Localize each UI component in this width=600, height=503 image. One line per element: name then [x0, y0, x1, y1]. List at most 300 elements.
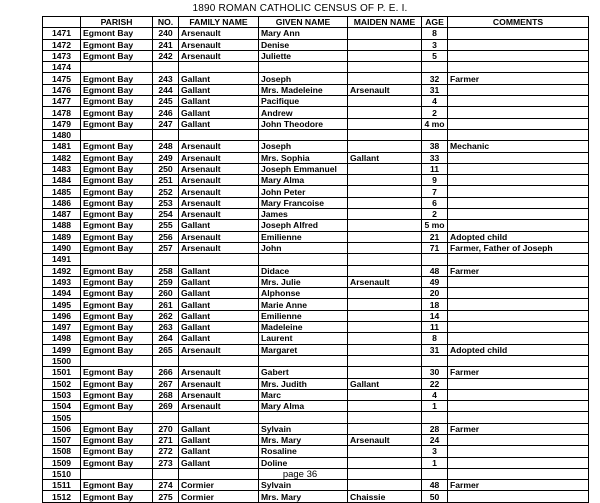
family-name-cell: Gallant [179, 118, 259, 129]
row-number: 1496 [43, 310, 81, 321]
table-row [43, 322, 589, 333]
maiden-name-cell [348, 389, 422, 400]
given-name-cell: Mary Francoise [259, 197, 348, 208]
maiden-name-cell: Arsenault [348, 276, 422, 287]
comments-cell: Mechanic [448, 141, 589, 152]
maiden-name-cell [348, 446, 422, 457]
number-cell: 242 [153, 50, 179, 61]
maiden-name-cell [348, 73, 422, 84]
number-cell: 250 [153, 163, 179, 174]
comments-cell [448, 412, 589, 423]
table-row [43, 163, 589, 174]
row-number: 1493 [43, 276, 81, 287]
table-row [43, 197, 589, 208]
maiden-name-cell [348, 220, 422, 231]
maiden-name-cell [348, 107, 422, 118]
comments-cell [448, 288, 589, 299]
number-cell [153, 355, 179, 366]
table-row [43, 28, 589, 39]
number-cell: 271 [153, 434, 179, 445]
row-number: 1492 [43, 265, 81, 276]
family-name-cell: Gallant [179, 96, 259, 107]
comments-cell [448, 152, 589, 163]
parish-cell: Egmont Bay [81, 344, 153, 355]
comments-cell: Farmer [448, 423, 589, 434]
parish-cell: Egmont Bay [81, 389, 153, 400]
comments-cell [448, 333, 589, 344]
comments-cell [448, 186, 589, 197]
row-number: 1472 [43, 39, 81, 50]
age-cell: 4 [422, 389, 448, 400]
table-row [43, 50, 589, 61]
row-number: 1510 [43, 468, 81, 479]
number-cell: 269 [153, 401, 179, 412]
row-number: 1501 [43, 367, 81, 378]
number-cell [153, 62, 179, 73]
table-row [43, 355, 589, 366]
table-row [43, 367, 589, 378]
age-cell: 4 mo [422, 118, 448, 129]
number-cell: 254 [153, 209, 179, 220]
number-cell [153, 412, 179, 423]
maiden-name-cell [348, 344, 422, 355]
header-maiden-name: MAIDEN NAME [348, 17, 422, 28]
maiden-name-cell [348, 333, 422, 344]
comments-cell [448, 322, 589, 333]
age-cell: 2 [422, 209, 448, 220]
family-name-cell: Cormier [179, 480, 259, 491]
given-name-cell: Mary Ann [259, 28, 348, 39]
given-name-cell: Juliette [259, 50, 348, 61]
maiden-name-cell [348, 288, 422, 299]
parish-cell [81, 129, 153, 140]
parish-cell: Egmont Bay [81, 163, 153, 174]
number-cell: 260 [153, 288, 179, 299]
row-number: 1488 [43, 220, 81, 231]
number-cell: 264 [153, 333, 179, 344]
maiden-name-cell [348, 310, 422, 321]
number-cell: 253 [153, 197, 179, 208]
comments-cell: Farmer [448, 367, 589, 378]
age-cell: 2 [422, 107, 448, 118]
maiden-name-cell [348, 163, 422, 174]
given-name-cell: Joseph Alfred [259, 220, 348, 231]
parish-cell: Egmont Bay [81, 288, 153, 299]
given-name-cell [259, 62, 348, 73]
age-cell: 1 [422, 457, 448, 468]
number-cell: 273 [153, 457, 179, 468]
age-cell: 48 [422, 480, 448, 491]
number-cell: 256 [153, 231, 179, 242]
family-name-cell: Gallant [179, 276, 259, 287]
comments-cell [448, 129, 589, 140]
comments-cell [448, 310, 589, 321]
table-row [43, 401, 589, 412]
comments-cell [448, 299, 589, 310]
parish-cell: Egmont Bay [81, 118, 153, 129]
table-row [43, 491, 589, 502]
maiden-name-cell: Gallant [348, 378, 422, 389]
given-name-cell [259, 129, 348, 140]
number-cell: 268 [153, 389, 179, 400]
maiden-name-cell [348, 62, 422, 73]
comments-cell [448, 84, 589, 95]
number-cell: 257 [153, 242, 179, 253]
maiden-name-cell [348, 141, 422, 152]
age-cell: 5 mo [422, 220, 448, 231]
row-number: 1495 [43, 299, 81, 310]
number-cell: 267 [153, 378, 179, 389]
age-cell [422, 355, 448, 366]
number-cell: 262 [153, 310, 179, 321]
row-number: 1482 [43, 152, 81, 163]
comments-cell [448, 96, 589, 107]
family-name-cell: Arsenault [179, 39, 259, 50]
number-cell: 241 [153, 39, 179, 50]
header-age: AGE [422, 17, 448, 28]
given-name-cell: Mrs. Mary [259, 491, 348, 502]
age-cell: 14 [422, 310, 448, 321]
table-row [43, 152, 589, 163]
given-name-cell: Emilienne [259, 231, 348, 242]
given-name-cell: Laurent [259, 333, 348, 344]
comments-cell [448, 401, 589, 412]
row-number: 1473 [43, 50, 81, 61]
table-row [43, 265, 589, 276]
row-number: 1506 [43, 423, 81, 434]
family-name-cell: Arsenault [179, 28, 259, 39]
age-cell: 4 [422, 96, 448, 107]
table-row [43, 299, 589, 310]
row-number: 1507 [43, 434, 81, 445]
maiden-name-cell [348, 197, 422, 208]
age-cell: 1 [422, 401, 448, 412]
number-cell: 245 [153, 96, 179, 107]
parish-cell [81, 412, 153, 423]
row-number: 1471 [43, 28, 81, 39]
number-cell: 248 [153, 141, 179, 152]
comments-cell: Farmer [448, 480, 589, 491]
row-number: 1475 [43, 73, 81, 84]
number-cell: 265 [153, 344, 179, 355]
number-cell: 247 [153, 118, 179, 129]
row-number: 1502 [43, 378, 81, 389]
table-row [43, 333, 589, 344]
family-name-cell: Gallant [179, 265, 259, 276]
family-name-cell: Gallant [179, 446, 259, 457]
given-name-cell: Marie Anne [259, 299, 348, 310]
age-cell: 33 [422, 152, 448, 163]
family-name-cell: Gallant [179, 322, 259, 333]
row-number: 1477 [43, 96, 81, 107]
number-cell: 259 [153, 276, 179, 287]
given-name-cell: Emilienne [259, 310, 348, 321]
maiden-name-cell: Arsenault [348, 434, 422, 445]
given-name-cell: Sylvain [259, 423, 348, 434]
table-row [43, 434, 589, 445]
family-name-cell: Arsenault [179, 367, 259, 378]
age-cell: 11 [422, 163, 448, 174]
comments-cell [448, 62, 589, 73]
row-number: 1504 [43, 401, 81, 412]
maiden-name-cell [348, 355, 422, 366]
family-name-cell: Arsenault [179, 152, 259, 163]
comments-cell: Farmer [448, 265, 589, 276]
given-name-cell: Marc [259, 389, 348, 400]
family-name-cell [179, 129, 259, 140]
family-name-cell: Gallant [179, 333, 259, 344]
table-row [43, 209, 589, 220]
age-cell: 6 [422, 197, 448, 208]
given-name-cell: Madeleine [259, 322, 348, 333]
age-cell: 3 [422, 446, 448, 457]
family-name-cell: Gallant [179, 310, 259, 321]
row-number: 1490 [43, 242, 81, 253]
comments-cell [448, 446, 589, 457]
table-row [43, 446, 589, 457]
maiden-name-cell [348, 50, 422, 61]
page-number: page 36 [282, 469, 318, 480]
table-row [43, 231, 589, 242]
parish-cell: Egmont Bay [81, 39, 153, 50]
table-row [43, 412, 589, 423]
comments-cell [448, 107, 589, 118]
row-number: 1498 [43, 333, 81, 344]
number-cell: 244 [153, 84, 179, 95]
table-row [43, 254, 589, 265]
age-cell: 3 [422, 39, 448, 50]
family-name-cell [179, 254, 259, 265]
row-number: 1491 [43, 254, 81, 265]
comments-cell [448, 355, 589, 366]
maiden-name-cell [348, 412, 422, 423]
table-row [43, 480, 589, 491]
age-cell: 31 [422, 344, 448, 355]
family-name-cell: Arsenault [179, 141, 259, 152]
row-number: 1485 [43, 186, 81, 197]
parish-cell: Egmont Bay [81, 197, 153, 208]
given-name-cell: Andrew [259, 107, 348, 118]
age-cell: 5 [422, 50, 448, 61]
age-cell: 30 [422, 367, 448, 378]
given-name-cell: Mrs. Madeleine [259, 84, 348, 95]
age-cell: 48 [422, 265, 448, 276]
parish-cell: Egmont Bay [81, 333, 153, 344]
table-row [43, 141, 589, 152]
age-cell: 50 [422, 491, 448, 502]
given-name-cell: Mrs. Julie [259, 276, 348, 287]
row-number: 1494 [43, 288, 81, 299]
family-name-cell: Arsenault [179, 50, 259, 61]
parish-cell: Egmont Bay [81, 107, 153, 118]
parish-cell: Egmont Bay [81, 480, 153, 491]
age-cell [422, 62, 448, 73]
number-cell: 240 [153, 28, 179, 39]
comments-cell [448, 378, 589, 389]
given-name-cell: Denise [259, 39, 348, 50]
maiden-name-cell: Chaissie [348, 491, 422, 502]
age-cell: 24 [422, 434, 448, 445]
number-cell: 255 [153, 220, 179, 231]
age-cell: 18 [422, 299, 448, 310]
comments-cell [448, 457, 589, 468]
family-name-cell: Gallant [179, 423, 259, 434]
parish-cell [81, 62, 153, 73]
given-name-cell: Sylvain [259, 480, 348, 491]
parish-cell: Egmont Bay [81, 310, 153, 321]
table-row [43, 242, 589, 253]
maiden-name-cell: Arsenault [348, 84, 422, 95]
page-title: 1890 ROMAN CATHOLIC CENSUS OF P. E. I. [192, 3, 408, 14]
given-name-cell [259, 412, 348, 423]
given-name-cell: John Theodore [259, 118, 348, 129]
number-cell: 249 [153, 152, 179, 163]
parish-cell: Egmont Bay [81, 231, 153, 242]
parish-cell: Egmont Bay [81, 152, 153, 163]
given-name-cell: Margaret [259, 344, 348, 355]
number-cell: 270 [153, 423, 179, 434]
family-name-cell: Gallant [179, 288, 259, 299]
maiden-name-cell [348, 480, 422, 491]
comments-cell: Farmer [448, 73, 589, 84]
maiden-name-cell [348, 129, 422, 140]
table-row [43, 62, 589, 73]
table-row [43, 175, 589, 186]
given-name-cell: Gabert [259, 367, 348, 378]
comments-cell [448, 118, 589, 129]
row-number: 1479 [43, 118, 81, 129]
maiden-name-cell [348, 367, 422, 378]
census-table [42, 16, 589, 503]
table-body [43, 28, 589, 502]
row-number: 1480 [43, 129, 81, 140]
given-name-cell: Rosaline [259, 446, 348, 457]
family-name-cell: Arsenault [179, 242, 259, 253]
maiden-name-cell [348, 265, 422, 276]
number-cell: 274 [153, 480, 179, 491]
number-cell [153, 129, 179, 140]
number-cell: 252 [153, 186, 179, 197]
parish-cell: Egmont Bay [81, 322, 153, 333]
age-cell: 9 [422, 175, 448, 186]
row-number: 1500 [43, 355, 81, 366]
maiden-name-cell [348, 209, 422, 220]
age-cell [422, 129, 448, 140]
table-header [43, 17, 589, 28]
parish-cell: Egmont Bay [81, 276, 153, 287]
maiden-name-cell [348, 299, 422, 310]
header-given-name: GIVEN NAME [259, 17, 348, 28]
family-name-cell: Gallant [179, 84, 259, 95]
row-number: 1512 [43, 491, 81, 502]
parish-cell: Egmont Bay [81, 96, 153, 107]
family-name-cell: Gallant [179, 220, 259, 231]
given-name-cell: Mrs. Mary [259, 434, 348, 445]
given-name-cell: John [259, 242, 348, 253]
comments-cell [448, 254, 589, 265]
header-parish: PARISH [81, 17, 153, 28]
table-row [43, 220, 589, 231]
parish-cell: Egmont Bay [81, 209, 153, 220]
age-cell: 7 [422, 186, 448, 197]
number-cell: 263 [153, 322, 179, 333]
table-row [43, 39, 589, 50]
maiden-name-cell [348, 175, 422, 186]
family-name-cell [179, 62, 259, 73]
given-name-cell: John Peter [259, 186, 348, 197]
parish-cell: Egmont Bay [81, 265, 153, 276]
table-row [43, 378, 589, 389]
comments-cell: Adopted child [448, 344, 589, 355]
number-cell: 266 [153, 367, 179, 378]
header-no: NO. [153, 17, 179, 28]
header-family-name: FAMILY NAME [179, 17, 259, 28]
maiden-name-cell [348, 423, 422, 434]
family-name-cell: Arsenault [179, 344, 259, 355]
family-name-cell: Gallant [179, 299, 259, 310]
number-cell: 258 [153, 265, 179, 276]
age-cell: 8 [422, 333, 448, 344]
age-cell: 38 [422, 141, 448, 152]
header-comments: COMMENTS [448, 17, 589, 28]
comments-cell [448, 28, 589, 39]
table-row [43, 186, 589, 197]
table-row [43, 276, 589, 287]
comments-cell [448, 175, 589, 186]
parish-cell: Egmont Bay [81, 367, 153, 378]
given-name-cell: Mary Alma [259, 175, 348, 186]
row-number: 1486 [43, 197, 81, 208]
family-name-cell: Arsenault [179, 175, 259, 186]
maiden-name-cell [348, 28, 422, 39]
family-name-cell: Gallant [179, 434, 259, 445]
row-number: 1503 [43, 389, 81, 400]
age-cell: 11 [422, 322, 448, 333]
comments-cell [448, 276, 589, 287]
table-row [43, 73, 589, 84]
parish-cell: Egmont Bay [81, 28, 153, 39]
maiden-name-cell [348, 457, 422, 468]
given-name-cell [259, 355, 348, 366]
given-name-cell: Didace [259, 265, 348, 276]
row-number: 1511 [43, 480, 81, 491]
maiden-name-cell: Gallant [348, 152, 422, 163]
parish-cell: Egmont Bay [81, 73, 153, 84]
maiden-name-cell [348, 254, 422, 265]
number-cell: 243 [153, 73, 179, 84]
age-cell: 49 [422, 276, 448, 287]
age-cell: 8 [422, 28, 448, 39]
comments-cell [448, 163, 589, 174]
family-name-cell [179, 412, 259, 423]
maiden-name-cell [348, 231, 422, 242]
age-cell: 31 [422, 84, 448, 95]
given-name-cell: Mrs. Sophia [259, 152, 348, 163]
comments-cell: Farmer, Father of Joseph [448, 242, 589, 253]
family-name-cell: Gallant [179, 457, 259, 468]
family-name-cell: Arsenault [179, 401, 259, 412]
number-cell: 261 [153, 299, 179, 310]
age-cell: 32 [422, 73, 448, 84]
parish-cell: Egmont Bay [81, 401, 153, 412]
table-row [43, 288, 589, 299]
given-name-cell: Joseph [259, 73, 348, 84]
parish-cell: Egmont Bay [81, 378, 153, 389]
number-cell: 246 [153, 107, 179, 118]
row-number: 1484 [43, 175, 81, 186]
family-name-cell: Cormier [179, 491, 259, 502]
given-name-cell: James [259, 209, 348, 220]
